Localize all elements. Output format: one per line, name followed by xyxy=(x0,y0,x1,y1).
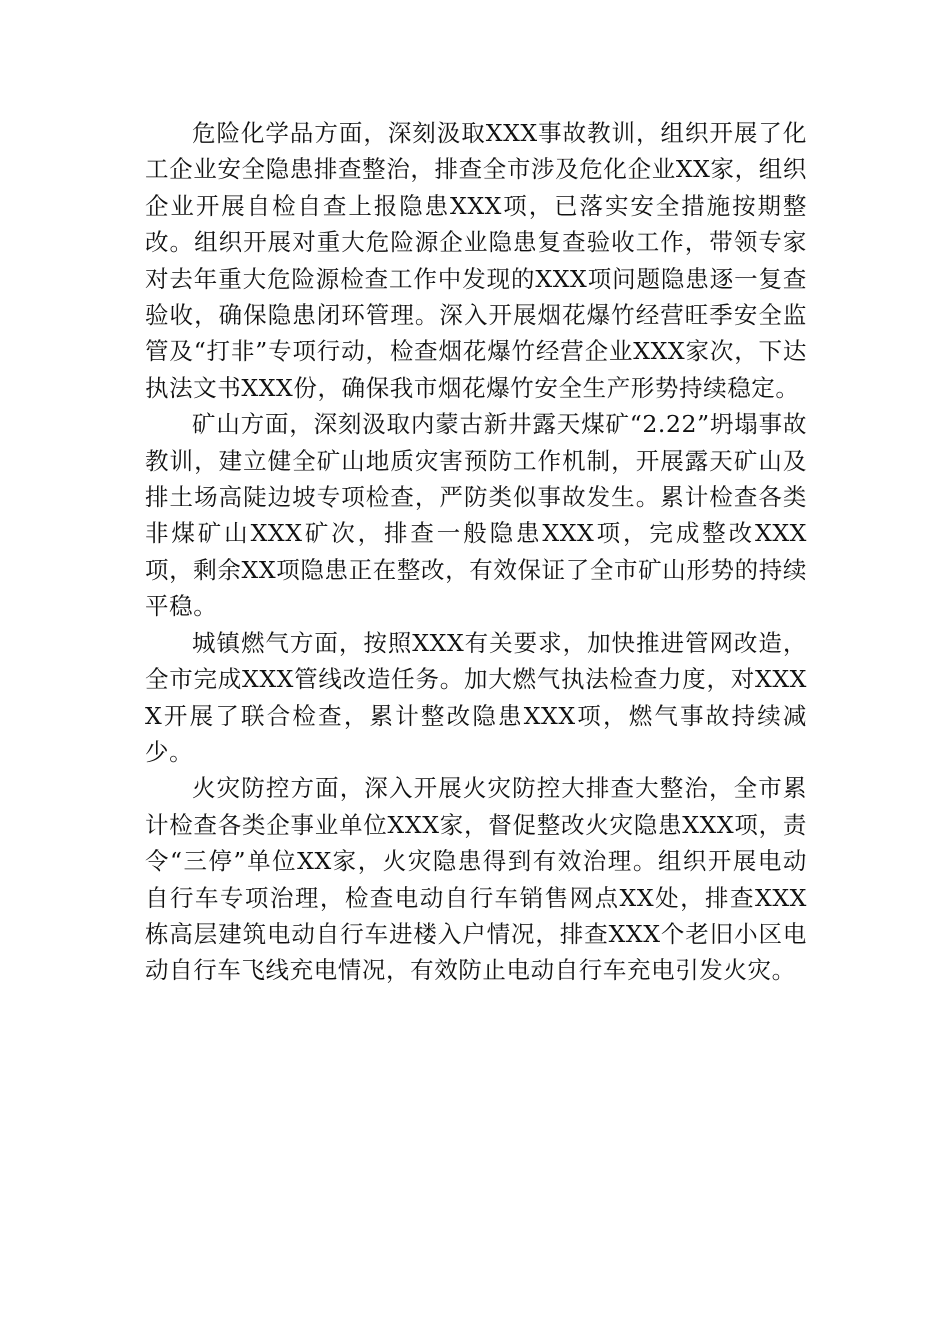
paragraph-fire-prevention: 火灾防控方面，深入开展火灾防控大排查大整治，全市累计检查各类企事业单位XXX家，督促整改火灾隐患XXX项，责令“三停”单位XX家，火灾隐患得到有效治理。组织开展电动自行车专项治理，检查电动自行车销售网点XX处，排查XXX栋高层建筑电动自行车进楼入户情况，排查XXX个老旧小区电动自行车飞线充电情况，有效防止电动自行车充电引发火灾。 xyxy=(145,774,807,985)
document-body xyxy=(145,115,807,989)
paragraph-hazardous-chemicals: 危险化学品方面，深刻汲取XXX事故教训，组织开展了化工企业安全隐患排查整治，排查全市涉及危化企业XX家，组织企业开展自检自查上报隐患XXX项，已落实安全措施按期整改。组织开展对重大危险源企业隐患复查验收工作，带领专家对去年重大危险源检查工作中发现的XXX项问题隐患逐一复查验收，确保隐患闭环管理。深入开展烟花爆竹经营旺季安全监管及“打非”专项行动，检查烟花爆竹经营企业XXX家次，下达执法文书XXX份，确保我市烟花爆竹安全生产形势持续稳定。 xyxy=(145,119,807,402)
paragraph-urban-gas: 城镇燃气方面，按照XXX有关要求，加快推进管网改造，全市完成XXX管线改造任务。加大燃气执法检查力度，对XXXX开展了联合检查，累计整改隐患XXX项，燃气事故持续减少。 xyxy=(145,628,807,766)
paragraph-mining: 矿山方面，深刻汲取内蒙古新井露天煤矿“2.22”坍塌事故教训，建立健全矿山地质灾害预防工作机制，开展露天矿山及排土场高陡边坡专项检查，严防类似事故发生。累计检查各类非煤矿山XXX矿次，排查一般隐患XXX项，完成整改XXX项，剩余XX项隐患正在整改，有效保证了全市矿山形势的持续平稳。 xyxy=(145,410,807,621)
